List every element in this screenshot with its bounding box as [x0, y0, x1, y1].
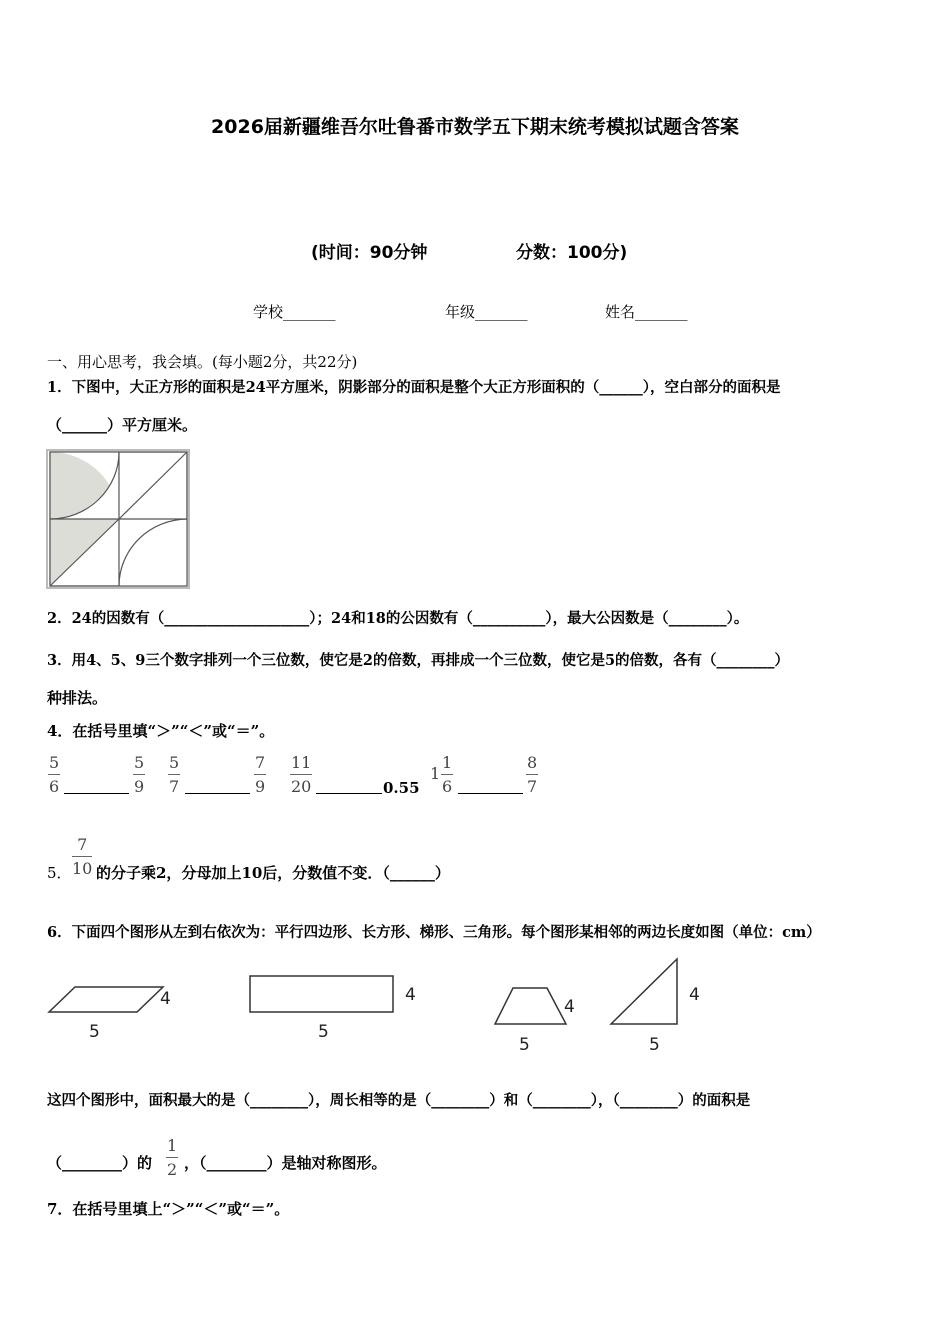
rectangle-side-label: 4 [405, 985, 416, 1005]
question-6-line-3a: （________）的 [47, 1154, 153, 1172]
answer-blank-1[interactable] [64, 793, 129, 794]
fraction-1-6: $\frac{1}{6}$ [442, 753, 453, 796]
trapezoid-side-label: 4 [564, 997, 575, 1017]
answer-blank-4[interactable] [458, 793, 523, 794]
school-field[interactable]: 学校_______ [253, 303, 336, 321]
trapezoid-shape [495, 988, 566, 1024]
fraction-7-9: $\frac{7}{9}$ [255, 753, 266, 796]
parallelogram-shape [49, 987, 163, 1012]
question-6-line-3b: ，（________）是轴对称图形。 [184, 1154, 387, 1172]
time-limit: (时间：90分钟 [311, 243, 428, 263]
fraction-5-7: $\frac{5}{7}$ [169, 753, 180, 796]
question-4: 4．在括号里填“＞”“＜”或“＝”。 [47, 722, 275, 740]
shapes-figure [45, 955, 725, 1065]
fraction-5-6: $\frac{5}{6}$ [49, 753, 60, 796]
question-3-line-1: 3．用4、5、9三个数字排列一个三位数，使它是2的倍数，再排成一个三位数，使它是5的倍数，各有（________） [47, 652, 790, 669]
answer-blank-2[interactable] [185, 793, 250, 794]
total-score: 分数：100分) [516, 243, 628, 263]
mixed-number-whole: 1 [430, 764, 441, 783]
parallelogram-side-label: 4 [160, 989, 171, 1009]
rectangle-base-label: 5 [318, 1022, 329, 1042]
fraction-1-2: $\frac{1}{2}$ [167, 1136, 178, 1179]
question-1-line-2: （______）平方厘米。 [47, 416, 198, 434]
decimal-0-55: 0.55 [383, 779, 420, 797]
square-figure [46, 449, 191, 589]
question-5: 的分子乘2，分母加上10后，分数值不变．（______） [96, 864, 450, 882]
question-5-number: 5． [47, 864, 72, 882]
fraction-11-20: $\frac{11}{20}$ [291, 753, 312, 796]
question-3-line-2: 种排法。 [47, 689, 108, 707]
trapezoid-base-label: 5 [519, 1035, 530, 1055]
fraction-8-7: $\frac{8}{7}$ [527, 753, 538, 796]
name-field[interactable]: 姓名_______ [605, 303, 688, 321]
question-2: 2．24的因数有（____________________）；24和18的公因数有（__________），最大公因数是（________）。 [47, 610, 749, 627]
parallelogram-base-label: 5 [89, 1022, 100, 1042]
triangle-base-label: 5 [649, 1035, 660, 1055]
question-6-line-1: 6．下面四个图形从左到右依次为：平行四边形、长方形、梯形、三角形。每个图形某相邻的两边长度如图（单位：cm） [47, 924, 821, 941]
triangle-shape [611, 959, 677, 1024]
question-1-line-1: 1．下图中，大正方形的面积是24平方厘米，阴影部分的面积是整个大正方形面积的（______），空白部分的面积是 [47, 379, 781, 396]
triangle-side-label: 4 [689, 985, 700, 1005]
section-heading: 一、用心思考，我会填。(每小题2分，共22分) [47, 353, 358, 371]
answer-blank-3[interactable] [316, 793, 382, 794]
question-6-line-2: 这四个图形中，面积最大的是（________），周长相等的是（________）和（________），（________）的面积是 [47, 1092, 751, 1109]
question-7: 7．在括号里填上“＞”“＜”或“＝”。 [47, 1200, 290, 1218]
fraction-7-10: $\frac{7}{10}$ [72, 835, 93, 878]
fraction-5-9: $\frac{5}{9}$ [134, 753, 145, 796]
rectangle-shape [250, 976, 393, 1012]
grade-field[interactable]: 年级_______ [445, 303, 528, 321]
page-title: 2026届新疆维吾尔吐鲁番市数学五下期末统考模拟试题含答案 [211, 116, 739, 138]
